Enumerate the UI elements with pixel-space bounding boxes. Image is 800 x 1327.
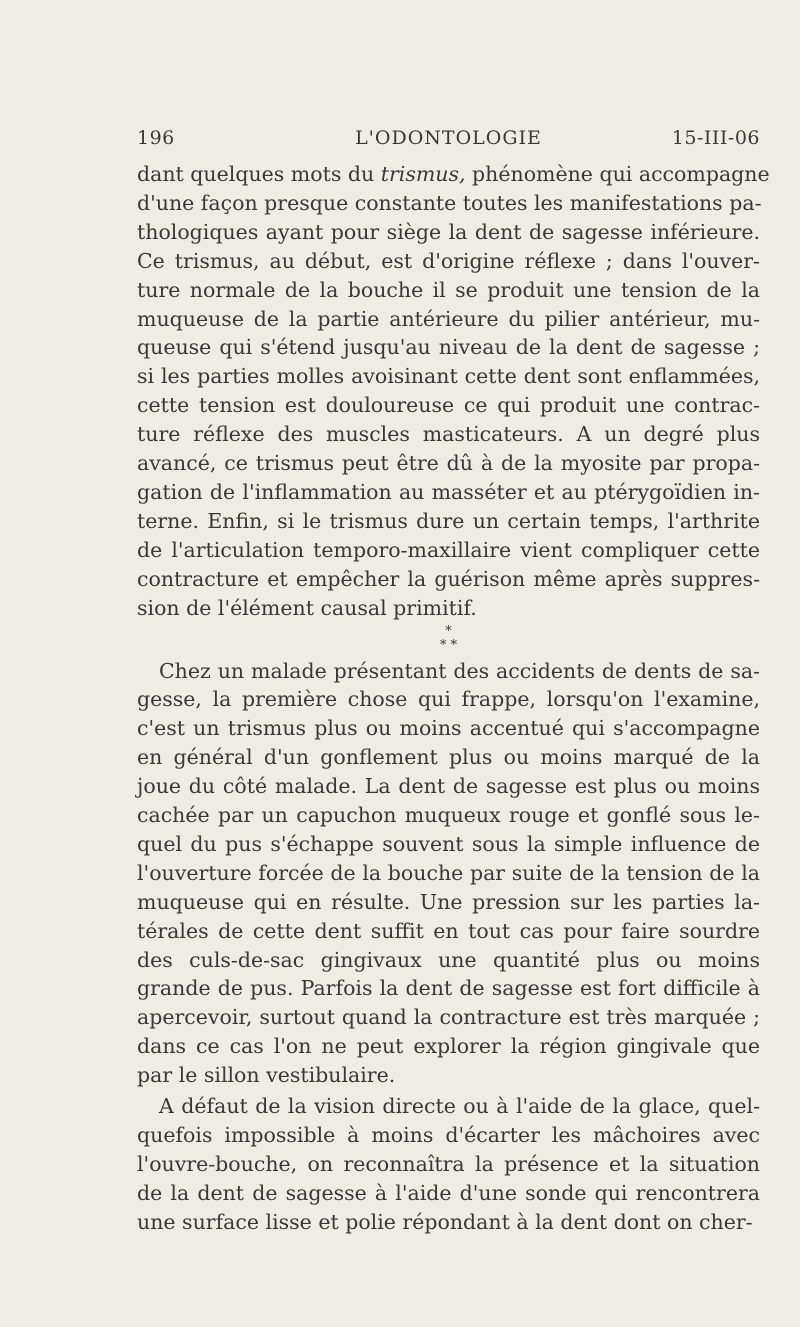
text-line: gation de l'inflammation au masséter et au ptérygoïdien in- <box>137 479 760 504</box>
text-line: par le sillon vestibulaire. <box>137 1063 396 1088</box>
text-line: queuse qui s'étend jusqu'au niveau de la dent de sagesse ; <box>137 335 760 360</box>
text-line: Chez un malade présentant des accidents de dents de sa- <box>159 658 760 683</box>
text-fragment: phénomène qui accompagne <box>465 162 770 186</box>
text-line: muqueuse qui en résulte. Une pression sur les parties la- <box>137 889 760 914</box>
paragraph-probe <box>137 1092 760 1237</box>
text-line: l'ouvre-bouche, on reconnaîtra la présence et la situation <box>137 1151 760 1176</box>
text-line: dans ce cas l'on ne peut explorer la région gingivale que <box>137 1034 760 1059</box>
text-line: contracture et empêcher la guérison même après suppres- <box>137 566 760 591</box>
text-line: ture normale de la bouche il se produit une tension de la <box>137 277 760 302</box>
text-line: joue du côté malade. La dent de sagesse est plus ou moins <box>137 774 760 799</box>
body-text <box>137 160 770 1237</box>
text-line: gesse, la première chose qui frappe, lorsqu'on l'examine, <box>137 687 760 712</box>
text-line: si les parties molles avoisinant cette dent sont enflammées, <box>137 364 760 389</box>
text-line: en général d'un gonflement plus ou moins marqué de la <box>137 745 760 770</box>
text-line: ture réflexe des muscles masticateurs. A un degré plus <box>137 422 760 447</box>
text-line: avancé, ce trismus peut être dû à de la myosite par propa- <box>137 451 760 476</box>
text-line: thologiques ayant pour siège la dent de sagesse inférieure. <box>137 219 760 244</box>
journal-title: L'ODONTOLOGIE <box>355 127 542 149</box>
text-fragment: dant quelques mots du <box>137 162 381 186</box>
text-line: cachée par un capuchon muqueux rouge et gonflé sous le- <box>137 803 760 828</box>
text-line: sion de l'élément causal primitif. <box>137 595 477 620</box>
text-line: c'est un trismus plus ou moins accentué qui s'accompagne <box>137 716 760 741</box>
text-line: une surface lisse et polie répondant à la dent dont on cher- <box>137 1209 753 1234</box>
text-line: muqueuse de la partie antérieure du pilier antérieur, mu- <box>137 306 760 331</box>
text-line: grande de pus. Parfois la dent de sagesse est fort difficile à <box>137 976 760 1001</box>
text-line <box>137 160 770 189</box>
text-line: l'ouverture forcée de la bouche par suite de la tension de la <box>137 860 760 885</box>
running-header <box>137 127 760 157</box>
separator-stars-bottom: * * <box>439 637 458 653</box>
separator-star-top: * <box>445 623 452 639</box>
text-line: des culs-de-sac gingivaux une quantité plus ou moins <box>137 947 760 972</box>
text-line: A défaut de la vision directe ou à l'aide de la glace, quel- <box>159 1094 760 1119</box>
page-number: 196 <box>137 127 175 149</box>
text-line: cette tension est douloureuse ce qui produit une contrac- <box>137 393 760 418</box>
text-line: quel du pus s'échappe souvent sous la simple influence de <box>137 831 760 856</box>
text-line: de la dent de sagesse à l'aide d'une sonde qui rencontrera <box>137 1180 760 1205</box>
section-separator <box>137 625 760 653</box>
text-line: apercevoir, surtout quand la contracture est très marquée ; <box>137 1005 760 1030</box>
text-line: de l'articulation temporo-maxillaire vient compliquer cette <box>137 537 760 562</box>
paragraph-examination <box>137 657 760 1091</box>
text-line: d'une façon presque constante toutes les manifestations pa- <box>137 190 762 215</box>
emphasis-term: trismus, <box>380 162 466 186</box>
text-line: quefois impossible à moins d'écarter les mâchoires avec <box>137 1123 760 1147</box>
text-line: Ce trismus, au début, est d'origine réflexe ; dans l'ouver- <box>137 248 760 273</box>
text-line: terne. Enfin, si le trismus dure un certain temps, l'arthrite <box>137 508 760 533</box>
issue-date: 15-III-06 <box>671 127 760 149</box>
paragraph-trismus <box>137 160 770 623</box>
text-line: térales de cette dent suffit en tout cas pour faire sourdre <box>137 918 760 943</box>
